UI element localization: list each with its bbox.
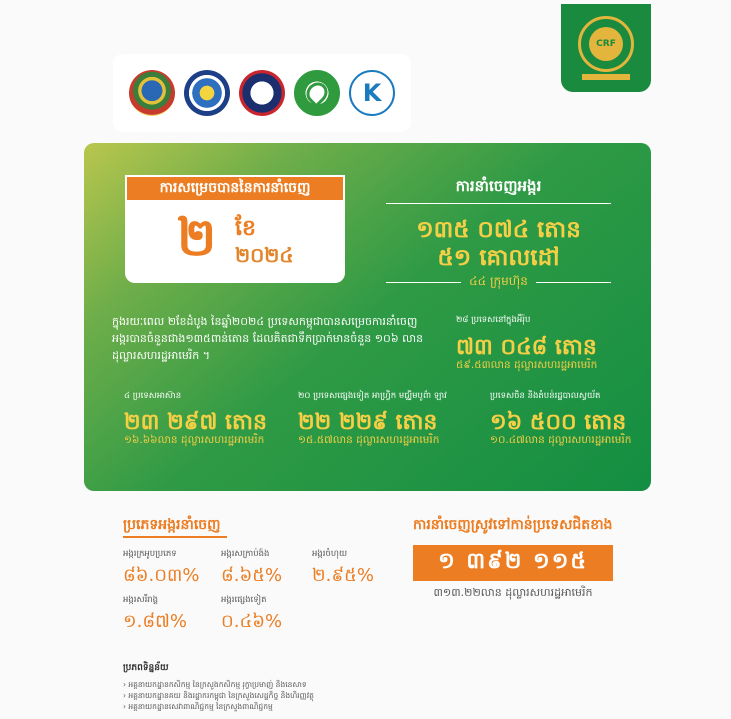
rice-export-title: ការនាំចេញអង្ករ: [455, 177, 542, 195]
paddy-export-value: ៣១៣.២២លាន ដុល្លារសហរដ្ឋអាមេរិក: [433, 586, 593, 599]
divider: [123, 536, 227, 538]
type-value: ០.៤៦%: [221, 611, 283, 632]
ribbon-icon: [582, 74, 630, 80]
africa-value: ១៥.៥៧លាន ដុល្លារសហរដ្ឋអាមេរិក: [298, 434, 440, 446]
type-value: ២.៩៥%: [312, 565, 374, 586]
export-summary-card: [84, 143, 651, 491]
calendar-number: ២: [177, 208, 217, 268]
paddy-export-tons: ១ ៣៩២ ១១៥: [413, 545, 613, 581]
sources-title: ប្រភពទិន្នន័យ: [123, 663, 169, 673]
calendar-month: ខែ: [235, 216, 256, 241]
eu-value: ៥៩.៥៣លាន ដុល្លារសហរដ្ឋអាមេរិក: [456, 359, 598, 371]
partner-logos: [113, 54, 411, 132]
divider: [536, 282, 611, 283]
calendar-badge: [125, 180, 345, 283]
federation-emblem: [561, 4, 651, 92]
type-value: ១.៨៧%: [123, 611, 187, 632]
eu-label: ២៨ ប្រទេសនៅក្នុងអឺរ៉ុប: [456, 315, 531, 325]
type-value: ៨៦.០៣%: [123, 565, 200, 586]
companies-row: [386, 273, 611, 291]
paddy-export-title: ការនាំចេញស្រូវទៅកាន់ប្រទេសជិតខាង: [413, 517, 613, 533]
ministry-emblem-4-icon: [294, 70, 340, 116]
asean-label: ៤ ប្រទេសអាស៊ាន: [124, 391, 182, 401]
china-label: ប្រទេសចិន និងតំបន់រដ្ឋបាលស្វយ័ត: [490, 391, 601, 401]
calendar-year: ២០២៤: [235, 243, 294, 267]
type-label: អង្ករក្រអូបប្រភេទ: [123, 549, 177, 559]
china-tons: ១៦ ៥០០ តោន: [490, 410, 627, 435]
wreath-icon: [578, 16, 634, 72]
africa-label: ២០ ប្រទេសផ្សេងទៀត អាហ្វ្រិក មជ្ឈិមបូព៌ា ឡាវ: [298, 391, 447, 401]
type-label: អង្ករចំហុយ: [312, 549, 348, 559]
emblem-text: CRF: [589, 27, 623, 61]
type-label: អង្ករសក្រាប់ង៉ង: [221, 549, 270, 559]
source-item: › អគ្គនាយកដ្ឋានគយ និងរដ្ឋាករកម្ពុជា នៃក្រសួងសេដ្ឋកិច្ច និងហិរញ្ញវត្ថុ: [123, 691, 314, 700]
type-label: អង្ករផ្សេងទៀត: [221, 595, 267, 605]
divider: [386, 282, 461, 283]
source-item: › អគ្គនាយកដ្ឋានកសិកម្ម នៃក្រសួងកសិកម្ម រុក្ខាប្រមាញ់ និងនេសាទ: [123, 680, 307, 689]
type-label: អង្ករសរីរាង្គ: [123, 595, 159, 605]
asean-value: ១៦.៦៦លាន ដុល្លារសហរដ្ឋអាមេរិក: [124, 434, 265, 446]
ministry-emblem-2-icon: [184, 70, 230, 116]
summary-description: ក្នុងរយៈពេល ២ខែដំបូង នៃឆ្នាំ២០២៤ ប្រទេសកម្ពុជាបានសម្រេចការនាំចេញអង្ករបានចំនួនជាង១៣៥ពាន់តោន ដែលគិតជាទឹកប្រាក់មានចំនួន ១០៦ លានដុល្លារសហរដ្ឋអាមេរិក ។: [112, 315, 424, 362]
china-value: ១០.៤៧លាន ដុល្លារសហរដ្ឋអាមេរិក: [490, 434, 632, 446]
rice-export-tons: ១៣៥ ០៧៤ តោន: [416, 217, 581, 243]
eu-tons: ៧៣ ០៤៨ តោន: [456, 335, 597, 360]
ke-logo-icon: K: [349, 70, 395, 116]
ministry-emblem-3-icon: [239, 70, 285, 116]
rice-export-destinations: ៥១ គោលដៅ: [437, 245, 560, 271]
calendar-header: ការសម្រេចបាននៃការនាំចេញ: [125, 175, 345, 202]
source-item: › អគ្គនាយកដ្ឋានសេវាពាណិជ្ជកម្ម នៃក្រសួងពាណិជ្ជកម្ម: [123, 702, 273, 711]
divider: [386, 203, 611, 204]
type-value: ៨.៦៥%: [221, 565, 283, 586]
rice-export-companies: ៤៤ ក្រុមហ៊ុន: [469, 274, 528, 288]
ministry-emblem-1-icon: [129, 70, 175, 116]
asean-tons: ២៣ ២៩៧ តោន: [124, 410, 267, 435]
africa-tons: ២២ ២២៩ តោន: [298, 410, 438, 435]
rice-types-title: ប្រភេទអង្ករនាំចេញ: [123, 517, 221, 533]
